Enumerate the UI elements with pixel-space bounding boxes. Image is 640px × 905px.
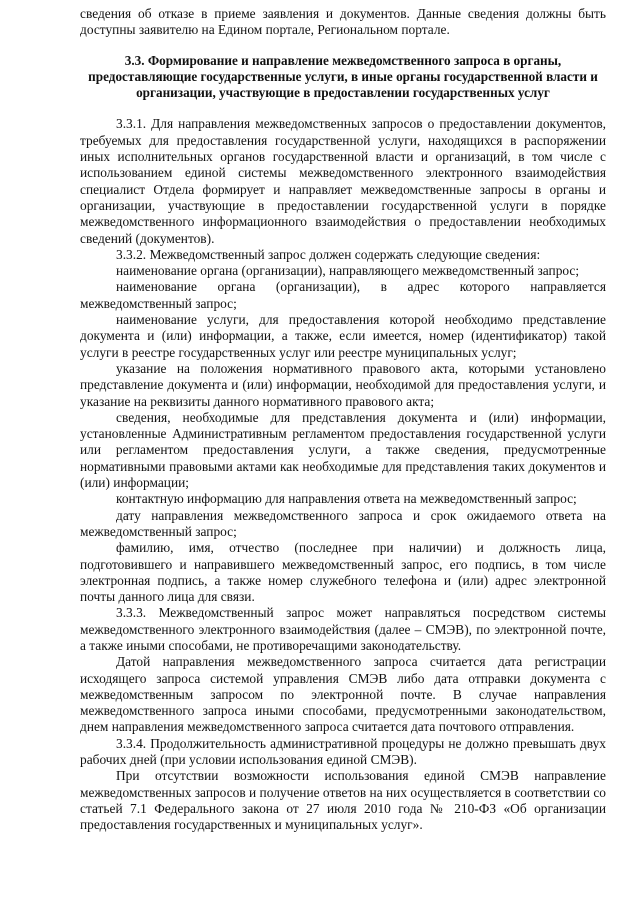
paragraph-3-3-1: 3.3.1. Для направления межведомственных запросов о предоставлении документов, требуемых для предоставления государственной услуги, находящихся в распоряжении иных исполнительных органов государственной власти и организаций, в том числе с использованием единой системы межведомственного электронного взаимодействия специалист Отдела формирует и направляет межведомственные запросы в органы и организации, участвующие в предоставлении государственной услуги в порядке межведомственного информационного взаимодействия о предоставлении необходимых сведений (документов). bbox=[80, 116, 606, 246]
list-item-sender: наименование органа (организации), направляющего межведомственный запрос; bbox=[116, 263, 580, 279]
list-item-contact-info: контактную информацию для направления ответа на межведомственный запрос; bbox=[116, 491, 577, 507]
paragraph-request-date: Датой направления межведомственного запроса считается дата регистрации исходящего запроса системой управления СМЭВ либо дата отправки документа с межведомственным запросом по электронной почте. В случае направления межведомственного запроса иными способами, предусмотренными законодательством, днем направления межведомственного запроса считается дата почтового отправления. bbox=[80, 654, 606, 735]
list-item-service: наименование услуги, для предоставления которой необходимо представление документа и (или) информации, а также, если имеется, номер (идентификатор) такой услуги в реестре государственных услуг или реестре муниципальных услуг; bbox=[80, 312, 606, 360]
document-page bbox=[80, 6, 606, 834]
list-item-date: дату направления межведомственного запроса и срок ожидаемого ответа на межведомственный запрос; bbox=[80, 507, 606, 539]
list-item-recipient: наименование органа (организации), в адрес которого направляется межведомственный запрос; bbox=[80, 279, 606, 311]
list-item-required-info: сведения, необходимые для представления документа и (или) информации, установленные Административным регламентом предоставления государственной услуги или регламентом предоставления услуги, а также сведения, предусмотренные нормативными правовыми актами как необходимые для представления таких документов и (или) информации; bbox=[80, 409, 606, 491]
intro-paragraph: сведения об отказе в приеме заявления и документов. Данные сведения должны быть доступны заявителю на Едином портале, Региональном портале. bbox=[80, 6, 606, 38]
paragraph-3-3-3: 3.3.3. Межведомственный запрос может направляться посредством системы межведомственного электронного взаимодействия (далее – СМЭВ), по электронной почте, а также иными способами, не противоречащими законодательству. bbox=[80, 605, 606, 653]
section-heading: 3.3. Формирование и направление межведомственного запроса в органы, предоставляющие государственные услуги, в иные органы государственной власти и организации, участвующие в предоставлении государственных услуг bbox=[88, 52, 598, 101]
list-item-responsible-person: фамилию, имя, отчество (последнее при наличии) и должность лица, подготовившего и направившего межведомственный запрос, его подпись, в том числе электронная подпись, а также номер служебного телефона и (или) адрес электронной почты данного лица для связи. bbox=[80, 540, 606, 605]
paragraph-no-smev: При отсутствии возможности использования единой СМЭВ направление межведомственных запросов и получение ответов на них осуществляется в соответствии со статьей 7.1 Федерального закона от 27 июля 2010 года № 210-ФЗ «Об организации предоставления государственных и муниципальных услуг». bbox=[80, 768, 606, 833]
paragraph-3-3-4: 3.3.4. Продолжительность административной процедуры не должно превышать двух рабочих дней (при условии использования единой СМЭВ). bbox=[80, 735, 606, 768]
paragraph-3-3-2: 3.3.2. Межведомственный запрос должен содержать следующие сведения: bbox=[116, 246, 541, 262]
list-item-legal-act: указание на положения нормативного правового акта, которыми установлено представление документа и (или) информации, необходимой для предоставления услуги, и указание на реквизиты данного нормативного правового акта; bbox=[80, 360, 606, 409]
